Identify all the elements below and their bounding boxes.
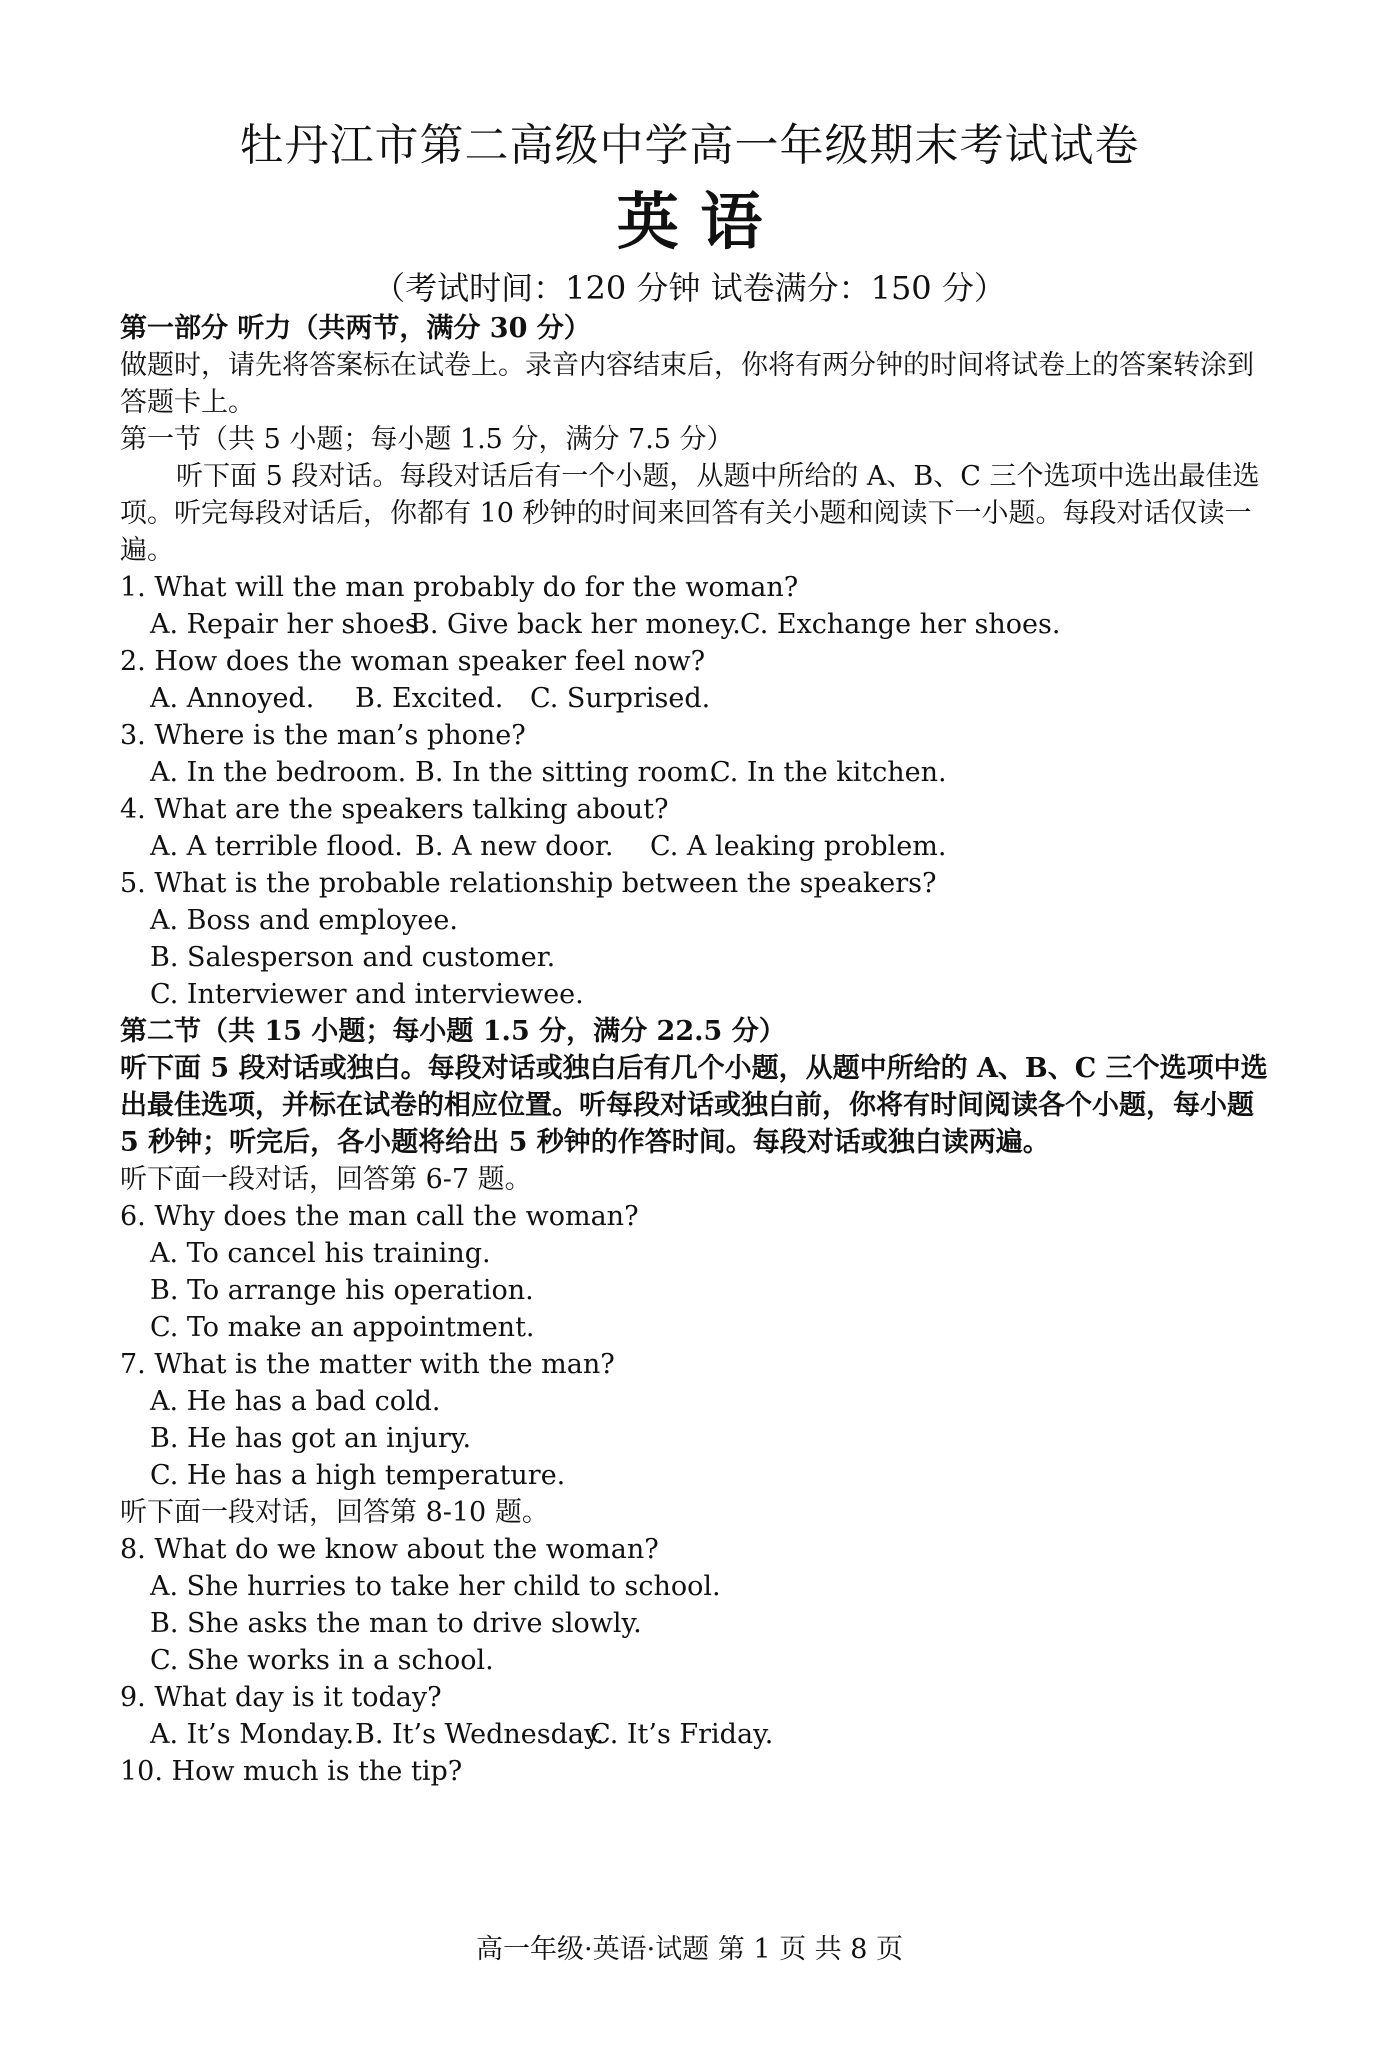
question-2-stem: 2. How does the woman speaker feel now? (120, 646, 706, 677)
exam-content (120, 310, 1270, 1790)
section2-instruction: 听下面 5 段对话或独白。每段对话或独白后有几个小题，从题中所给的 A、B、C 三个选项中选出最佳选项，并标在试卷的相应位置。听每段对话或独白前，你将有时间阅读各个小题，每小题 5 秒钟；听完后，各小题将给出 5 秒钟的作答时间。每段对话或独白读两遍。 (120, 1053, 1268, 1158)
question-6-stem: 6. Why does the man call the woman? (120, 1201, 639, 1232)
question-8-option-c: C. She works in a school. (150, 1645, 494, 1676)
option-b: B. Excited. (355, 683, 504, 714)
exam-info: （考试时间：120 分钟 试卷满分：150 分） (373, 269, 1006, 307)
option-a: A. It’s Monday. (150, 1719, 355, 1750)
question-8-stem: 8. What do we know about the woman? (120, 1534, 659, 1565)
question-5-stem: 5. What is the probable relationship between the speakers? (120, 868, 937, 899)
option-b: B. A new door. (415, 831, 614, 862)
question-6-option-b: B. To arrange his operation. (150, 1275, 534, 1306)
question-5-option-b: B. Salesperson and customer. (150, 942, 556, 973)
option-c: C. It’s Friday. (590, 1719, 774, 1750)
option-c: C. A leaking problem. (650, 831, 947, 862)
question-3-options (120, 754, 1270, 791)
group2-label: 听下面一段对话，回答第 8-10 题。 (120, 1497, 549, 1528)
option-b: B. In the sitting room. (415, 757, 718, 788)
question-10-stem: 10. How much is the tip? (120, 1756, 463, 1787)
question-7-option-b: B. He has got an injury. (150, 1423, 472, 1454)
question-1-stem: 1. What will the man probably do for the woman? (120, 572, 799, 603)
option-c: C. In the kitchen. (710, 757, 947, 788)
question-2-options (120, 680, 1270, 717)
question-6-option-a: A. To cancel his training. (150, 1238, 491, 1269)
school-title: 牡丹江市第二高级中学高一年级期末考试试卷 (239, 120, 1140, 171)
question-1-options (120, 606, 1270, 643)
question-7-option-a: A. He has a bad cold. (150, 1386, 441, 1417)
question-7-stem: 7. What is the matter with the man? (120, 1349, 615, 1380)
option-c: C. Surprised. (530, 683, 711, 714)
question-9-stem: 9. What day is it today? (120, 1682, 442, 1713)
question-5-option-c: C. Interviewer and interviewee. (150, 979, 584, 1010)
question-4-options (120, 828, 1270, 865)
question-6-option-c: C. To make an appointment. (150, 1312, 535, 1343)
question-9-options (120, 1716, 1270, 1753)
section2-heading: 第二节（共 15 小题；每小题 1.5 分，满分 22.5 分） (120, 1016, 786, 1047)
option-a: A. Repair her shoes. (150, 609, 428, 640)
option-a: A. In the bedroom. (150, 757, 407, 788)
section1-heading: 第一节（共 5 小题；每小题 1.5 分，满分 7.5 分） (120, 424, 734, 455)
option-a: A. Annoyed. (150, 683, 315, 714)
question-8-option-a: A. She hurries to take her child to school. (150, 1571, 721, 1602)
part1-instruction: 做题时，请先将答案标在试卷上。录音内容结束后，你将有两分钟的时间将试卷上的答案转涂到答题卡上。 (120, 350, 1254, 418)
question-8-option-b: B. She asks the man to drive slowly. (150, 1608, 642, 1639)
option-a: A. A terrible flood. (150, 831, 403, 862)
question-7-option-c: C. He has a high temperature. (150, 1460, 566, 1491)
page-footer: 高一年级·英语·试题 第 1 页 共 8 页 (475, 1934, 904, 1965)
option-c: C. Exchange her shoes. (740, 609, 1061, 640)
subject-title: 英 语 (616, 185, 763, 258)
part1-heading: 第一部分 听力（共两节，满分 30 分） (120, 313, 591, 344)
group1-label: 听下面一段对话，回答第 6-7 题。 (120, 1164, 532, 1195)
option-b: B. Give back her money. (410, 609, 741, 640)
option-b: B. It’s Wednesday. (355, 1719, 605, 1750)
question-4-stem: 4. What are the speakers talking about? (120, 794, 669, 825)
question-3-stem: 3. Where is the man’s phone? (120, 720, 526, 751)
section1-instruction: 听下面 5 段对话。每段对话后有一个小题，从题中所给的 A、B、C 三个选项中选出最佳选项。听完每段对话后，你都有 10 秒钟的时间来回答有关小题和阅读下一小题。每段对话仅读一遍。 (120, 461, 1260, 566)
question-5-option-a: A. Boss and employee. (150, 905, 458, 936)
